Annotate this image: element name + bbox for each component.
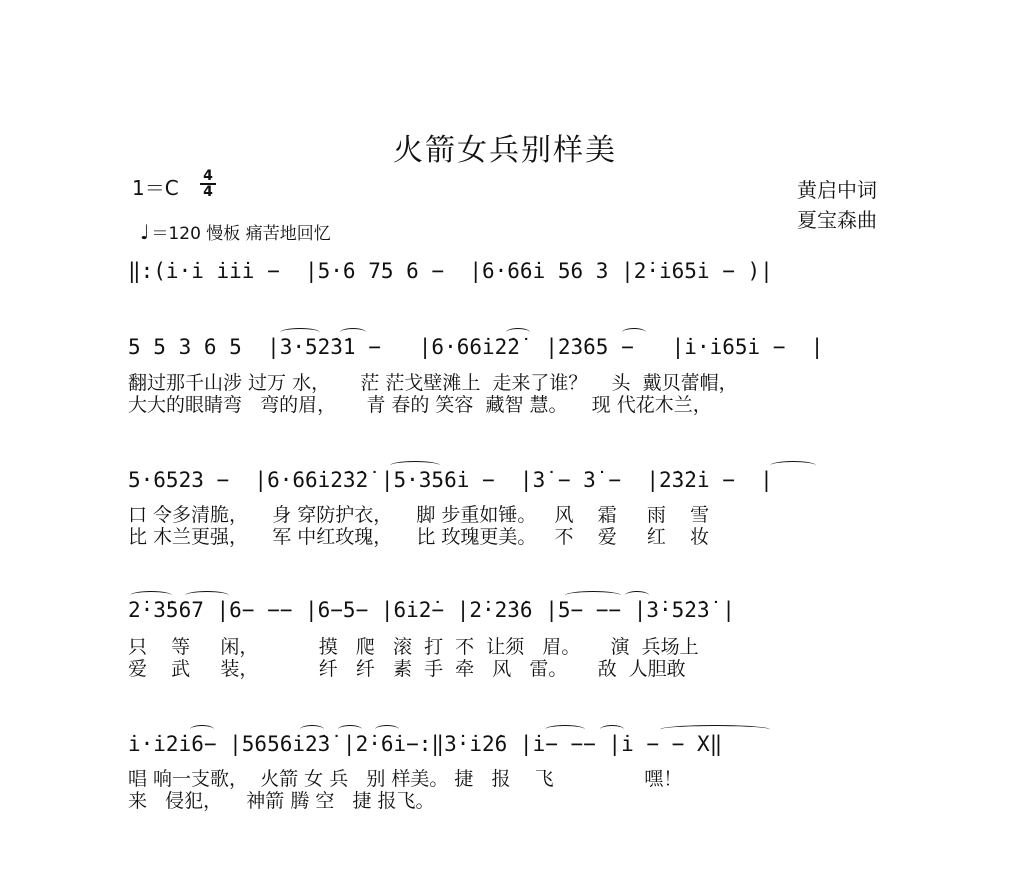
lyric-line-5a: 唱 响一支歌， 火箭 女 兵 别 样美。 捷 报 飞 嘿！ — [128, 768, 683, 790]
lyric-line-4b: 爱 武 装， 纤 纤 素 手 牵 风 雷。 敌 人胆敢 — [128, 658, 686, 680]
notation-line-2: 5 5 3 6 5 |3·52̇3̇1 − |6·66i̇2̇2̇ |2̇3̇65 − |i̇·i̇65i̇ − | — [128, 335, 824, 359]
tempo-marking — [140, 219, 331, 244]
tie-mark — [622, 328, 646, 337]
time-signature-bottom: 4 — [203, 184, 213, 200]
notation-line-3: 5·6523 − |6·66i̇2̇3̇2̇ |5·356i̇ − |3̇ − 3̇ − |2̇3̇2̇i̇ − | — [128, 468, 773, 492]
tie-mark — [625, 591, 649, 600]
song-title: 火箭女兵别样美 — [393, 133, 617, 168]
tie-mark — [506, 328, 530, 337]
tie-mark — [375, 725, 399, 734]
tie-mark — [190, 725, 214, 734]
lyric-line-3a: 口 令多清脆， 身 穿防护衣， 脚 步重如锤。 风 霜 雨 雪 — [128, 504, 710, 526]
key-signature: 1＝C — [132, 176, 179, 200]
tie-mark — [600, 725, 624, 734]
notation-line-5: i̇·i̇2̇i̇6− |5656i̇2̇3̇ |2̇·6i̇−:‖3̇·i̇2̇6 |i̇− −− |i̇ − − X‖ — [128, 732, 723, 756]
tie-mark — [300, 725, 324, 734]
composer-credit: 夏宝森曲 — [797, 208, 877, 232]
time-signature — [200, 170, 216, 198]
tie-mark — [280, 328, 320, 337]
tempo-text: ＝120 慢板 痛苦地回忆 — [151, 224, 331, 244]
lyric-line-2b: 大大的眼睛弯 弯的眉， 青 春的 笑容 藏智 慧。 现 代花木兰， — [128, 394, 712, 416]
lyric-line-2a: 翻过那千山涉 过万 水， 茫 茫戈壁滩上 走来了谁？ 头 戴贝蕾帽， — [128, 372, 738, 394]
quarter-note-icon: ♩ — [140, 220, 150, 244]
tie-mark — [660, 725, 770, 734]
lyricist-credit: 黄启中词 — [797, 178, 877, 202]
tie-mark — [770, 461, 816, 470]
tie-mark — [338, 725, 362, 734]
notation-line-1: ‖:(i̇·i̇ i̇i̇i̇ − |5·6 75 6 − |6·66i̇ 56 3 |2̇·i̇65i̇ − )| — [128, 259, 773, 283]
tie-mark — [545, 725, 585, 734]
tie-mark — [340, 328, 366, 337]
tie-mark — [390, 461, 440, 470]
time-signature-top: 4 — [203, 168, 213, 184]
tie-mark — [130, 591, 172, 600]
tie-mark — [565, 591, 621, 600]
lyric-line-3b: 比 木兰更强， 军 中红玫瑰， 比 玫瑰更美。 不 爱 红 妆 — [128, 526, 710, 548]
lyric-line-4a: 只 等 闲， 摸 爬 滚 打 不 让须 眉。 演 兵场上 — [128, 636, 699, 658]
notation-line-4: 2̇·3̇567 |6− −− |6−5− |6i̇2̇− |2̇·2̇3̇6 |5− −− |3̇·5̇2̇3̇ | — [128, 598, 735, 622]
tie-mark — [185, 591, 229, 600]
lyric-line-5b: 来 侵犯， 神箭 腾 空 捷 报飞。 — [128, 790, 435, 812]
